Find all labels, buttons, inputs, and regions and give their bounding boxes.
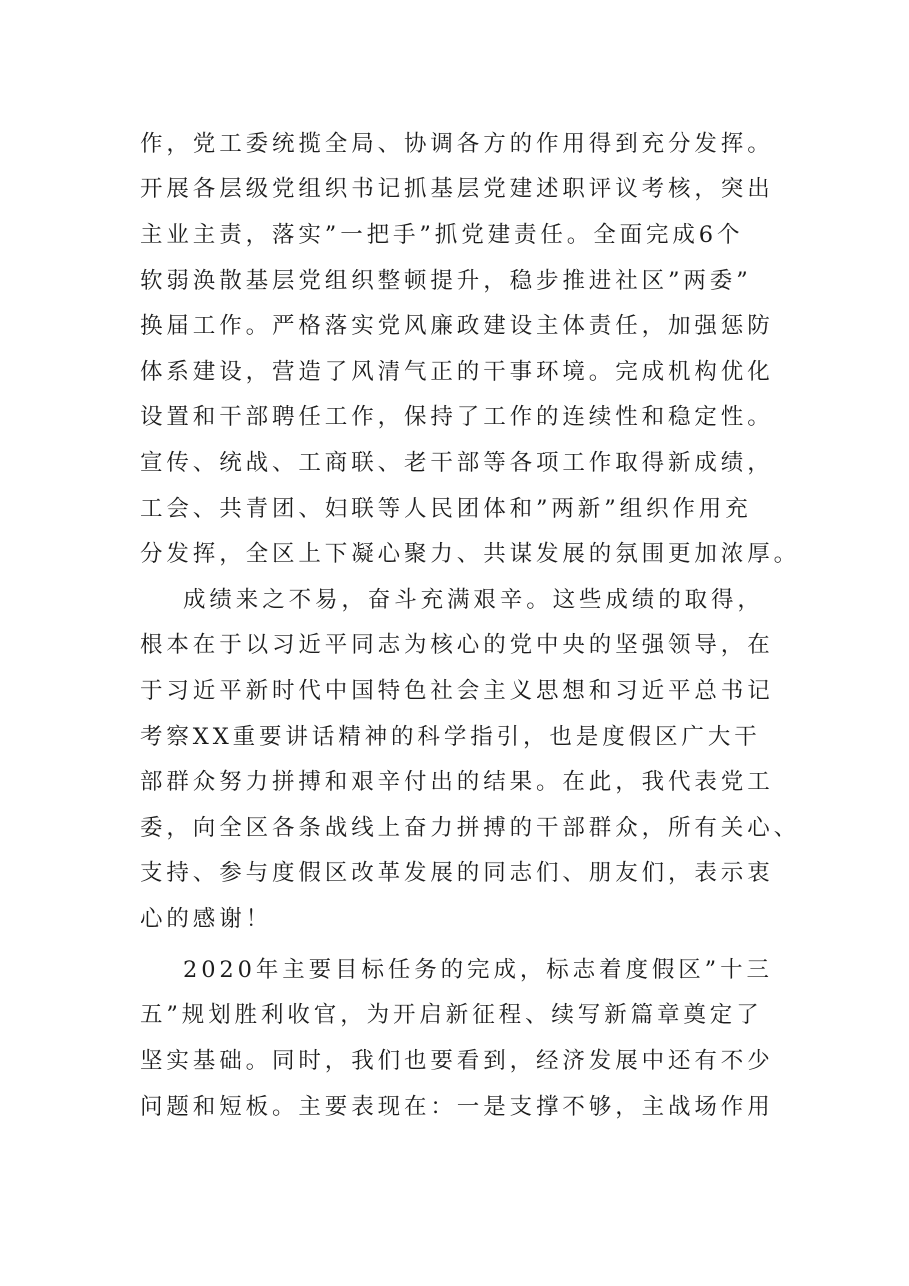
paragraph-1-line-7: 设置和干部聘任工作，保持了工作的连续性和稳定性。 xyxy=(140,404,774,430)
paragraph-1-line-6: 体系建设，营造了风清气正的干事环境。完成机构优化 xyxy=(140,359,774,385)
paragraph-3-line-1: 2020年主要目标任务的完成，标志着度假区”十三 xyxy=(183,957,773,983)
paragraph-3-line-3: 坚实基础。同时，我们也要看到，经济发展中还有不少 xyxy=(140,1048,774,1074)
paragraph-2-line-7: 支持、参与度假区改革发展的同志们、朋友们，表示衷 xyxy=(140,860,774,886)
paragraph-2-line-2: 根本在于以习近平同志为核心的党中央的坚强领导，在 xyxy=(140,632,774,658)
paragraph-2-line-6: 委，向全区各条战线上奋力拼搏的干部群众，所有关心、 xyxy=(140,815,801,841)
paragraph-2-line-8: 心的感谢！ xyxy=(140,906,273,932)
paragraph-1-line-9: 工会、共青团、妇联等人民团体和”两新”组织作用充 xyxy=(140,496,752,522)
paragraph-2-line-5: 部群众努力拼搏和艰辛付出的结果。在此，我代表党工 xyxy=(140,769,774,795)
paragraph-1-line-1: 作，党工委统揽全局、协调各方的作用得到充分发挥。 xyxy=(140,131,774,157)
paragraph-2-line-4: 考察XX重要讲话精神的科学指引，也是度假区广大干 xyxy=(140,724,761,750)
paragraph-1-line-10: 分发挥，全区上下凝心聚力、共谋发展的氛围更加浓厚。 xyxy=(140,541,801,567)
paragraph-3-line-4: 问题和短板。主要表现在：一是支撑不够，主战场作用 xyxy=(140,1094,774,1120)
paragraph-1-line-8: 宣传、统战、工商联、老干部等各项工作取得新成绩， xyxy=(140,450,774,476)
paragraph-1-line-2: 开展各层级党组织书记抓基层党建述职评议考核，突出 xyxy=(140,176,774,202)
paragraph-1-line-5: 换届工作。严格落实党风廉政建设主体责任，加强惩防 xyxy=(140,313,774,339)
paragraph-2-line-3: 于习近平新时代中国特色社会主义思想和习近平总书记 xyxy=(140,678,774,704)
paragraph-2-line-1: 成绩来之不易，奋斗充满艰辛。这些成绩的取得， xyxy=(183,587,764,613)
paragraph-3-line-2: 五”规划胜利收官，为开启新征程、续写新篇章奠定了 xyxy=(140,1002,763,1028)
paragraph-1-line-4: 软弱涣散基层党组织整顿提升，稳步推进社区”两委” xyxy=(140,268,752,294)
paragraph-1-line-3: 主业主责，落实”一把手”抓党建责任。全面完成6个 xyxy=(140,222,744,248)
